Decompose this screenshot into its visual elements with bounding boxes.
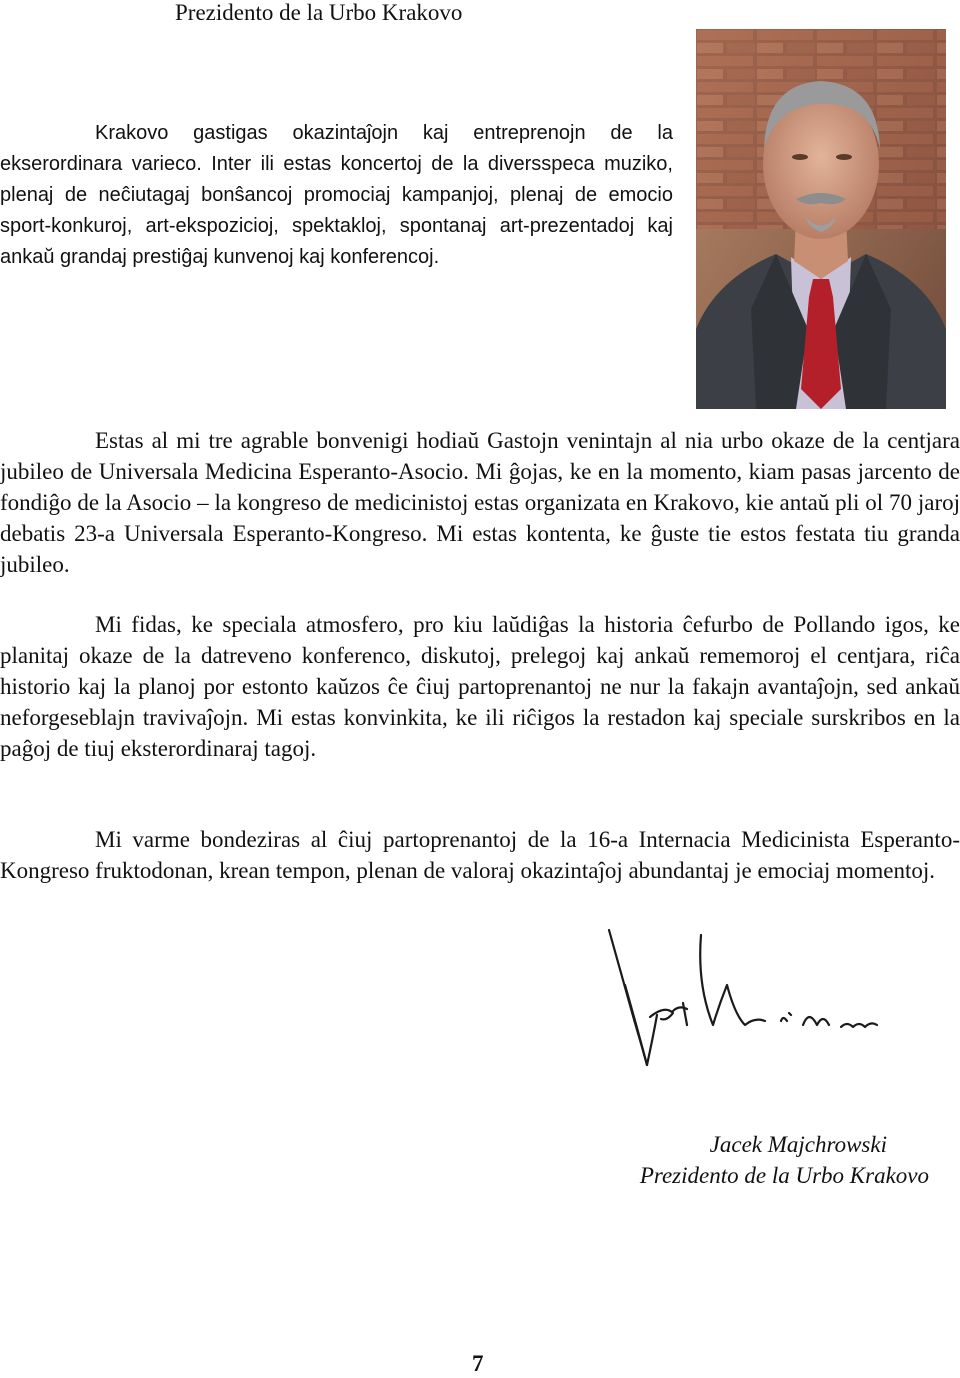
paragraph-intro: Krakovo gastigas okazintaĵojn kaj entreprenojn de la ekserordinara varieco. Inter ili estas koncertoj de la diversspeca muziko, plenaj de neĉiutagaj bonŝancoj promociaj kampanjoj, plenaj de emocio sport-konkuroj, art-ekspozicioj, spektakloj, spontanaj art-prezentadoj kaj ankaŭ grandaj prestiĝaj kunvenoj kaj konferencoj.: [0, 122, 673, 268]
paragraph-welcome: Estas al mi tre agrable bonvenigi hodiaŭ Gastojn venintajn al nia urbo okaze de la centjara jubileo de Universala Medicina Esperanto-Asocio. Mi ĝojas, ke en la momento, kiam pasas jarcento de fondiĝo de la Asocio – la kongreso de medicinistoj estas organizata en Krakovo, kie antaŭ pli ol 70 jaroj debatis 23-a Universala Esperanto-Kongreso. Mi estas kontenta, ke ĝuste tie estos festata tiu granda jubileo.: [0, 428, 960, 577]
page-number: 7: [472, 1351, 484, 1376]
signatory-name: Jacek Majchrowski: [709, 1132, 887, 1157]
handwritten-signature: [595, 925, 895, 1075]
page-header-title: Prezidento de la Urbo Krakovo: [175, 0, 463, 25]
paragraph-wishes: Mi varme bondeziras al ĉiuj partoprenantoj de la 16-a Internacia Medicinista Esperanto-Kongreso fruktodonan, krean tempon, plenan de valoraj okazintaĵoj abundantaj je emociaj momentoj.: [0, 827, 960, 883]
signatory-title: Prezidento de la Urbo Krakovo: [639, 1163, 929, 1188]
paragraph-atmosphere: Mi fidas, ke speciala atmosfero, pro kiu laŭdiĝas la historia ĉefurbo de Pollando igos, ke planitaj okaze de la datreveno konferenco, diskutoj, prelegoj kaj ankaŭ rememoroj el centjara, riĉa historio kaj la planoj por estonto kaŭzos ĉe ĉiuj partoprenantoj ne nur la fakajn avantaĵojn, sed ankaŭ neforgeseblajn travivaĵojn. Mi estas konvinkita, ke ili riĉigos la restadon kaj speciale surskribos en la paĝoj de tiuj eksterordinaraj tagoj.: [0, 612, 960, 761]
portrait-photo: [696, 29, 946, 409]
